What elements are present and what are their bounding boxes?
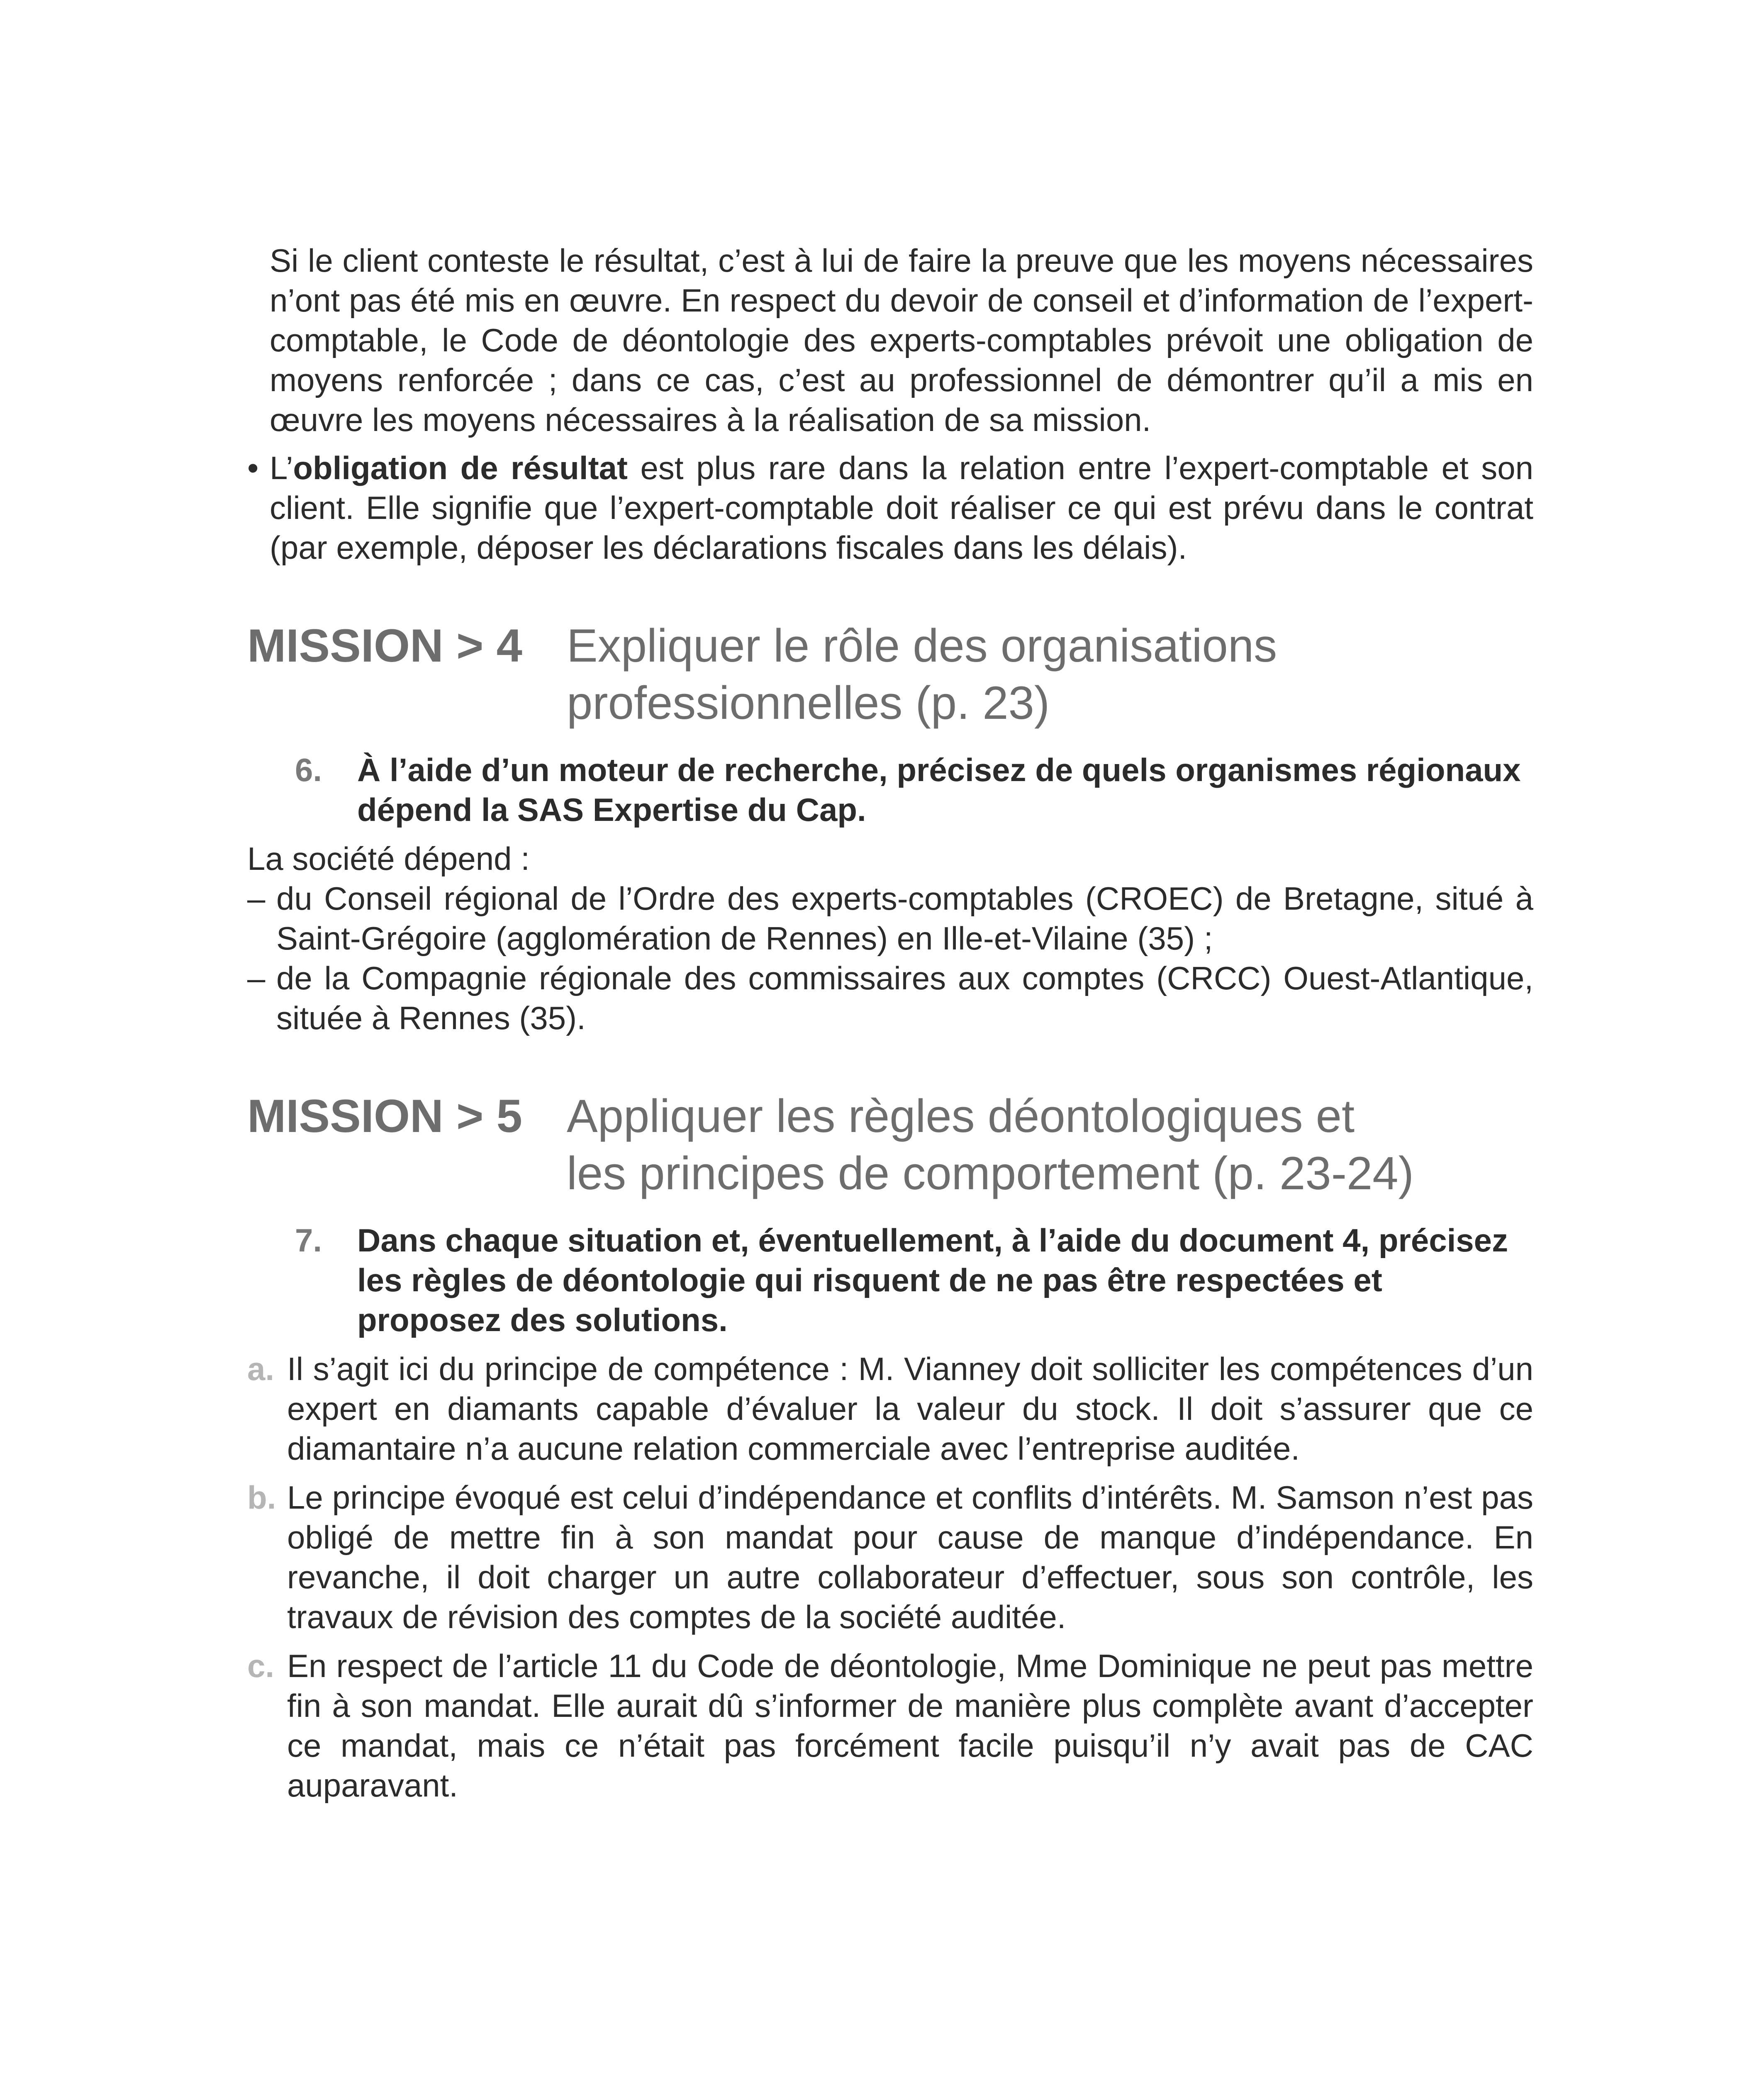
dash-mark: – bbox=[247, 960, 266, 996]
answer-letter: b. bbox=[247, 1479, 276, 1516]
answer-6-item bbox=[247, 958, 1533, 1038]
answer-7c bbox=[247, 1646, 1533, 1805]
answer-text: Il s’agit ici du principe de compétence : M. Vianney doit solliciter les compétences d’un expert en diamants capable d’évaluer la valeur du stock. Il doit s’assurer que ce diamantaire n’a aucune relation commerciale avec l’entreprise auditée. bbox=[287, 1351, 1533, 1467]
question-6 bbox=[247, 750, 1533, 830]
mission-5-heading bbox=[247, 1088, 1533, 1202]
intro-continuation bbox=[247, 241, 1533, 440]
answer-letter: a. bbox=[247, 1351, 275, 1387]
question-7-number: 7. bbox=[295, 1222, 322, 1259]
answer-6-item bbox=[247, 879, 1533, 958]
question-6-number: 6. bbox=[295, 752, 322, 788]
page-content bbox=[247, 241, 1533, 1805]
answer-7b bbox=[247, 1478, 1533, 1637]
answer-7a bbox=[247, 1349, 1533, 1468]
answer-6-item-text: du Conseil régional de l’Ordre des experts-comptables (CROEC) de Bretagne, situé à Saint-Grégoire (agglomération de Rennes) en Ille-et-Vilaine (35) ; bbox=[276, 880, 1533, 957]
answer-6-item-text: de la Compagnie régionale des commissaires aux comptes (CRCC) Ouest-Atlantique, située à Rennes (35). bbox=[276, 960, 1533, 1036]
dash-mark: – bbox=[247, 880, 266, 917]
question-7-text: Dans chaque situation et, éventuellement, à l’aide du document 4, précisez les règles de déontologie qui risquent de ne pas être respectées et proposez des solutions. bbox=[357, 1222, 1508, 1338]
answer-text: Le principe évoqué est celui d’indépendance et conflits d’intérêts. M. Samson n’est pas obligé de mettre fin à son mandat pour cause de manque d’indépendance. En revanche, il doit charger un autre collaborateur d’effectuer, sous son contrôle, les travaux de révision des comptes de la société auditée. bbox=[287, 1479, 1533, 1635]
answer-6-intro: La société dépend : bbox=[247, 840, 530, 877]
mission-4-title-line1: Expliquer le rôle des organisations bbox=[567, 620, 1277, 672]
question-6-text: À l’aide d’un moteur de recherche, précisez de quels organismes régionaux dépend la SAS Expertise du Cap. bbox=[357, 752, 1521, 828]
mission-4-title bbox=[567, 617, 1533, 732]
bullet-prefix: L’ bbox=[270, 450, 293, 486]
answer-text: En respect de l’article 11 du Code de déontologie, Mme Dominique ne peut pas mettre fin à son mandat. Elle aurait dû s’informer de manière plus complète avant d’accepter ce mandat, mais ce n’était pas forcément facile puisqu’il n’y avait pas de CAC auparavant. bbox=[287, 1648, 1533, 1804]
intro-paragraph: Si le client conteste le résultat, c’est à lui de faire la preuve que les moyens nécessaires n’ont pas été mis en œuvre. En respect du devoir de conseil et d’information de l’expert-comptable, le Code de déontologie des experts-comptables prévoit une obligation de moyens renforcée ; dans ce cas, c’est au professionnel de démontrer qu’il a mis en œuvre les moyens nécessaires à la réalisation de sa mission. bbox=[270, 242, 1533, 438]
bullet-mark: • bbox=[247, 450, 259, 486]
mission-5-title-line1: Appliquer les règles déontologiques et bbox=[567, 1090, 1355, 1142]
mission-5-title bbox=[567, 1088, 1533, 1202]
mission-4-heading bbox=[247, 617, 1533, 732]
bullet-text bbox=[270, 448, 1533, 567]
question-7 bbox=[247, 1220, 1533, 1340]
bullet-bold-term: obligation de résultat bbox=[293, 450, 628, 486]
bullet-obligation-resultat bbox=[247, 448, 1533, 567]
mission-4-title-line2: professionnelles (p. 23) bbox=[567, 677, 1050, 729]
mission-5-label: MISSION > 5 bbox=[247, 1090, 522, 1142]
mission-5-title-line2: les principes de comportement (p. 23-24) bbox=[567, 1147, 1414, 1199]
answer-letter: c. bbox=[247, 1648, 275, 1684]
bullet-rest: est plus rare dans la relation entre l’expert-comptable et son client. Elle signifie que l’expert-comptable doit réaliser ce qui est prévu dans le contrat (par exemple, déposer les déclarations fiscales dans les délais). bbox=[270, 450, 1533, 566]
mission-4-label: MISSION > 4 bbox=[247, 620, 522, 672]
